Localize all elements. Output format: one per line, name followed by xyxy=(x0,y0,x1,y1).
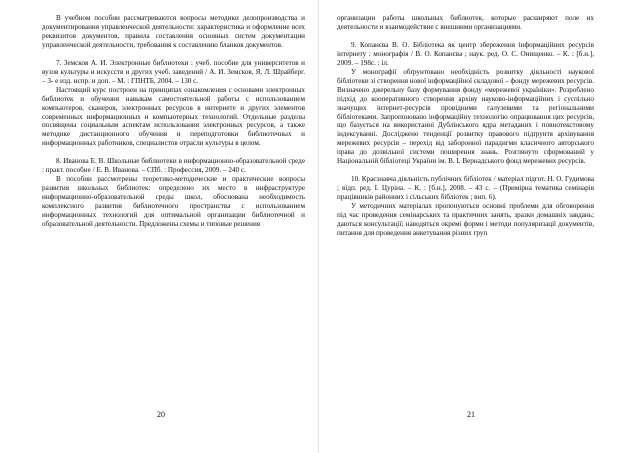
right-page xyxy=(319,0,638,453)
annotation-8-continued: организации работы школьных библиотек, которые расширяют поле их деятельности и взаимодействие с внешними организациями. xyxy=(337,14,594,31)
bibliography-entry-7: 7. Земсков А. И. Электронные библиотеки : учеб. пособие для университетов и вузов культуры и искусств и других учеб. заведений / А. И. Земсков, Я. Л. Шрайберг. – 3- е изд. испр. и доп. – М. : ГПНТБ, 2004. – 130 с. xyxy=(42,58,305,85)
bibliography-entry-9: 9. Копанєва В. О. Бібліотека як центр збереження інформаційних ресурсів інтернету : монографія / В. О. Копанєва ; наук. ред. О. С. Онищенко. – К. : [б.и.], 2009. – 198с. : іл. xyxy=(337,40,594,67)
paragraph-gap xyxy=(42,50,305,59)
page-number: 21 xyxy=(467,410,475,419)
paragraph-gap xyxy=(337,166,594,175)
paragraph-intro-text: В учебном пособии рассматриваются вопросы методики делопроизводства и документирования управленческой деятельности: характеристика и оформление всех реквизитов документов, правила составления основных систем документации управленческой деятельности, требования к составлению бланков документов. xyxy=(42,14,305,49)
annotation-10: У методичних матеріалах пропонуються основні проблеми для обговорення під час проведення семінарських та практичних занять, зразки домашніх завдань; даються консультації; наводяться окремі форми і методи популяризації документів, питання для проведення анкетування різних груп xyxy=(337,202,594,237)
bibliography-entry-8: 8. Иванова Е. В. Школьные библиотеки в информационно-образовательной среде : практ. пособие / Е. В. Иванова. – СПб. : Профессия, 2009. – 240 с. xyxy=(42,157,305,175)
annotation-8: В пособии рассмотрены теоретико-методические и практические вопросы развития школьных библиотек: определено их место в инфраструктуре информационно-образовательной среды школ, обоснована необходимость комплексного развития библиотечного пространства с использованием информационных технологий для оптимальной организации библиотечной и образовательной деятельности. Предложены схемы и типовые решения xyxy=(42,175,305,229)
paragraph-gap xyxy=(42,148,305,157)
annotation-7: Настоящий курс построен на принципах ознакомления с основами электронных библиотек и обучения навыкам самостоятельной работы с использованием компьютеров, сканеров, электронных ресурсов в интернете и других элементов современных информационных и компьютерных технологий. Отдельные разделы посвящены социальным аспектам использования электронных ресурсов, а также методике дистанционного обучения и переподготовки библиотечных и информационных работников, специалистов отрасли культуры в целом. xyxy=(42,85,305,148)
annotation-9: У монографії обґрунтовано необхідність розвитку діяльності наукової бібліотеки зі створення нової інформаційної складової – фонду мережевих ресурсів. Визначено джерельну базу формування фонду «мережевої україніки». Розроблено підхід до кооперативного створення архіву науково-інформаційних і суспільно значущих інтернет-ресурсів провідними галузевими та регіональними бібліотеками. Запропоновано інформаційну технологію опрацювання цих ресурсів, що базується на використанні Дублінського ядра метаданих і повнотекстовому індексуванні. Досліджено тенденції розвитку правового підґрунтя архівування мережевих ресурсів – перехід від заборонної парадигми класичного авторського права до дозвільної системи поширення знань. Розглянуто сформований у Національній бібліотеці України ім. В. І. Вернадського фонд мережевих ресурсів. xyxy=(337,67,594,166)
bibliography-entry-10: 10. Краєзнавча діяльність публічних бібліотек / матеріал підгот. Н. О. Гудимова ; відп. ред. І. Цуріна. – К. : [б.и.], 2008. – 43 с. – (Примірна тематика семінарів працівників районних і сільських бібліотек ; вип. 6). xyxy=(337,175,594,202)
page-number: 20 xyxy=(157,410,165,419)
paragraph-gap xyxy=(337,32,594,41)
